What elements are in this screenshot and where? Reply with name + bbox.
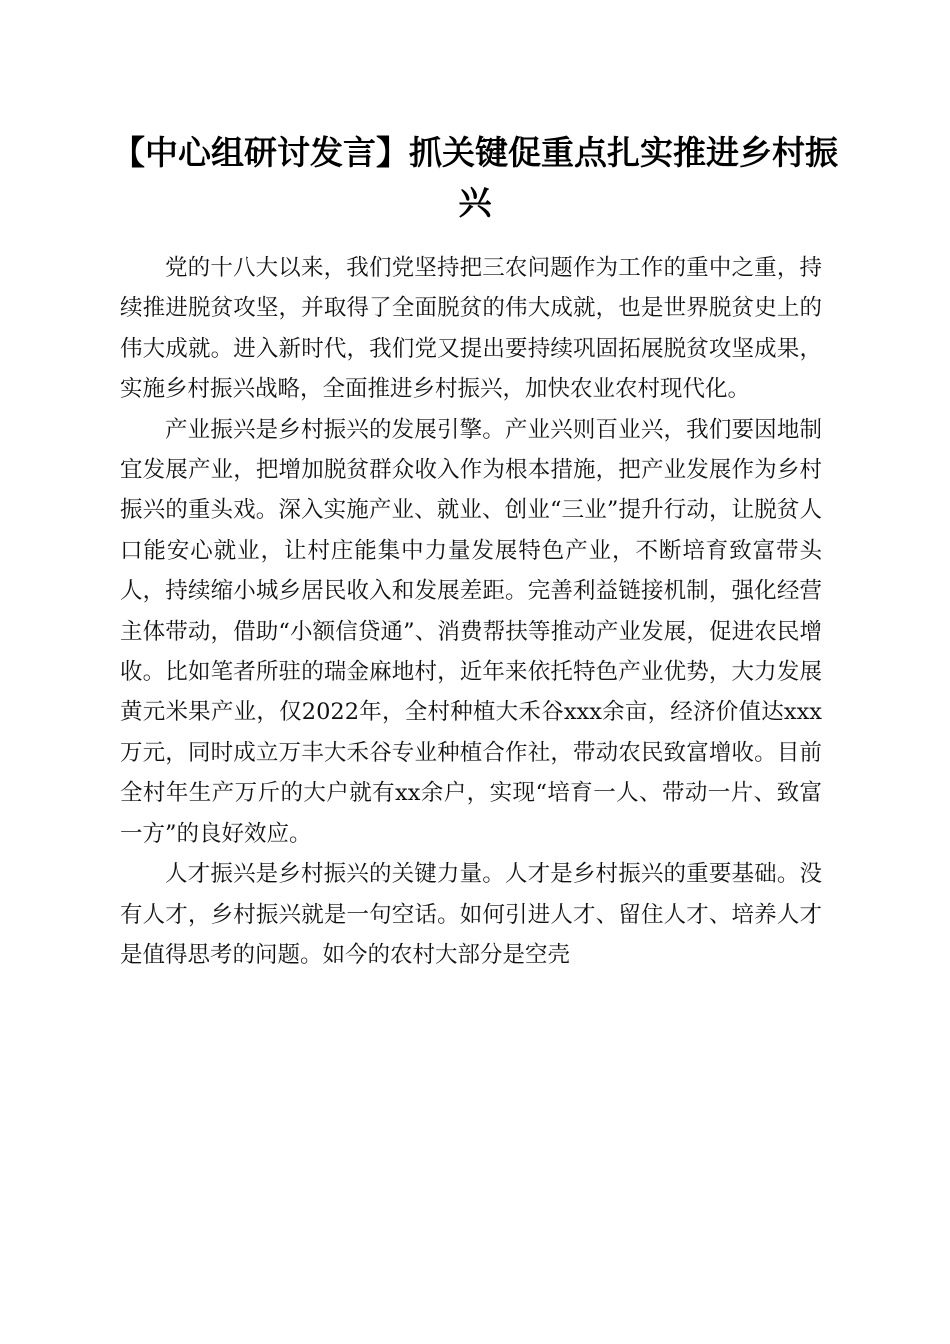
document-title: 【中心组研讨发言】抓关键促重点扎实推进乡村振兴 — [112, 133, 838, 222]
paragraph-talent: 人才振兴是乡村振兴的关键力量。人才是乡村振兴的重要基础。没有人才，乡村振兴就是一句空话。如何引进人才、留住人才、培养人才是值得思考的问题。如今的农村大部分是空壳 — [120, 861, 822, 968]
paragraph-industry: 产业振兴是乡村振兴的发展引擎。产业兴则百业兴，我们要因地制宜发展产业，把增加脱贫群众收入作为根本措施，把产业发展作为乡村振兴的重头戏。深入实施产业、就业、创业“三业”提升行动，让脱贫人口能安心就业，让村庄能集中力量发展特色产业，不断培育致富带头人，持续缩小城乡居民收入和发展差距。完善利益链接机制，强化经营主体带动，借助“小额信贷通”、消费帮扶等推动产业发展，促进农民增收。比如笔者所驻的瑞金麻地村，近年来依托特色产业优势，大力发展黄元米果产业，仅2022年，全村种植大禾谷xxx余亩，经济价值达xxx万元，同时成立万丰大禾谷专业种植合作社，带动农民致富增收。目前全村年生产万斤的大户就有xx余户，实现“培育一人、带动一片、致富一方”的良好效应。 — [120, 416, 822, 847]
paragraph-intro: 党的十八大以来，我们党坚持把三农问题作为工作的重中之重，持续推进脱贫攻坚，并取得了全面脱贫的伟大成就，也是世界脱贫史上的伟大成就。进入新时代，我们党又提出要持续巩固拓展脱贫攻坚成果，实施乡村振兴战略，全面推进乡村振兴，加快农业农村现代化。 — [120, 255, 822, 403]
document-body — [120, 248, 822, 975]
